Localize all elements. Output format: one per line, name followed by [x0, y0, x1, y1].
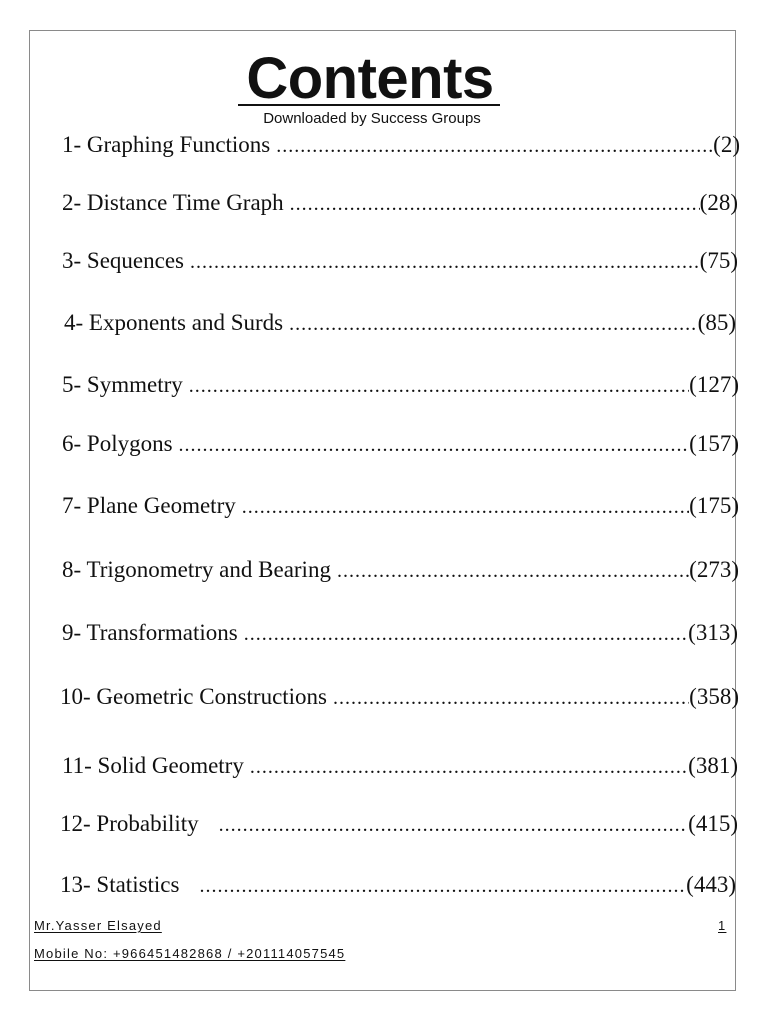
footer-page-number: 1 — [718, 918, 727, 933]
leader-dots — [270, 131, 713, 161]
leader-dots — [236, 492, 689, 522]
download-credit: Downloaded by Success Groups — [263, 110, 481, 127]
toc-entry-page: (415) — [688, 811, 738, 836]
leader-dots — [283, 309, 698, 339]
toc-entry-page: (157) — [689, 431, 739, 456]
leader-dots — [179, 871, 686, 901]
footer-mobile: Mobile No: +966451482868 / +201114057545 — [34, 946, 346, 961]
leader-dots — [331, 556, 689, 586]
toc-entry-6[interactable] — [62, 429, 739, 459]
toc-entry-label: 10- Geometric Constructions — [60, 684, 328, 709]
toc-entry-13[interactable] — [60, 870, 736, 900]
leader-dots — [184, 247, 700, 277]
toc-entry-page: (75) — [699, 248, 738, 273]
toc-entry-11[interactable] — [62, 751, 738, 781]
leader-dots — [173, 430, 690, 460]
leader-dots — [327, 683, 689, 713]
toc-entry-4[interactable] — [64, 308, 736, 338]
toc-entry-page: (358) — [689, 684, 739, 709]
toc-entry-12[interactable] — [60, 809, 738, 839]
toc-entry-page: (313) — [688, 620, 738, 645]
toc-entry-9[interactable] — [62, 618, 738, 648]
toc-entry-label: 9- Transformations — [62, 620, 238, 645]
toc-entry-label: 13- Statistics — [60, 872, 180, 897]
toc-entry-label: 2- Distance Time Graph — [62, 190, 284, 215]
leader-dots — [238, 619, 688, 649]
toc-entry-7[interactable] — [62, 491, 739, 521]
leader-dots — [199, 810, 689, 840]
toc-entry-5[interactable] — [62, 370, 739, 400]
toc-entry-label: 6- Polygons — [62, 431, 173, 456]
toc-entry-page: (85) — [697, 310, 736, 335]
toc-entry-label: 7- Plane Geometry — [62, 493, 236, 518]
toc-entry-label: 8- Trigonometry and Bearing — [62, 557, 331, 582]
page-title: Contents — [246, 46, 494, 111]
footer-author: Mr.Yasser Elsayed — [34, 918, 162, 933]
toc-entry-page: (273) — [689, 557, 739, 582]
toc-entry-page: (175) — [689, 493, 739, 518]
toc-entry-label: 12- Probability — [60, 811, 199, 836]
title-underline — [238, 104, 500, 106]
toc-entry-2[interactable] — [62, 188, 738, 218]
leader-dots — [284, 189, 700, 219]
toc-entry-page: (443) — [686, 872, 736, 897]
toc-entry-label: 11- Solid Geometry — [62, 753, 244, 778]
toc-entry-label: 1- Graphing Functions — [62, 132, 271, 157]
toc-entry-3[interactable] — [62, 246, 738, 276]
toc-entry-8[interactable] — [62, 555, 739, 585]
toc-entry-page: (2) — [713, 132, 740, 157]
toc-entry-page: (127) — [689, 372, 739, 397]
toc-entry-label: 4- Exponents and Surds — [64, 310, 284, 335]
toc-entry-label: 3- Sequences — [62, 248, 184, 273]
toc-entry-page: (381) — [688, 753, 738, 778]
toc-entry-page: (28) — [699, 190, 738, 215]
toc-entry-1[interactable] — [62, 130, 740, 160]
toc-entry-10[interactable] — [60, 682, 739, 712]
leader-dots — [244, 752, 688, 782]
toc-entry-label: 5- Symmetry — [62, 372, 183, 397]
leader-dots — [183, 371, 689, 401]
